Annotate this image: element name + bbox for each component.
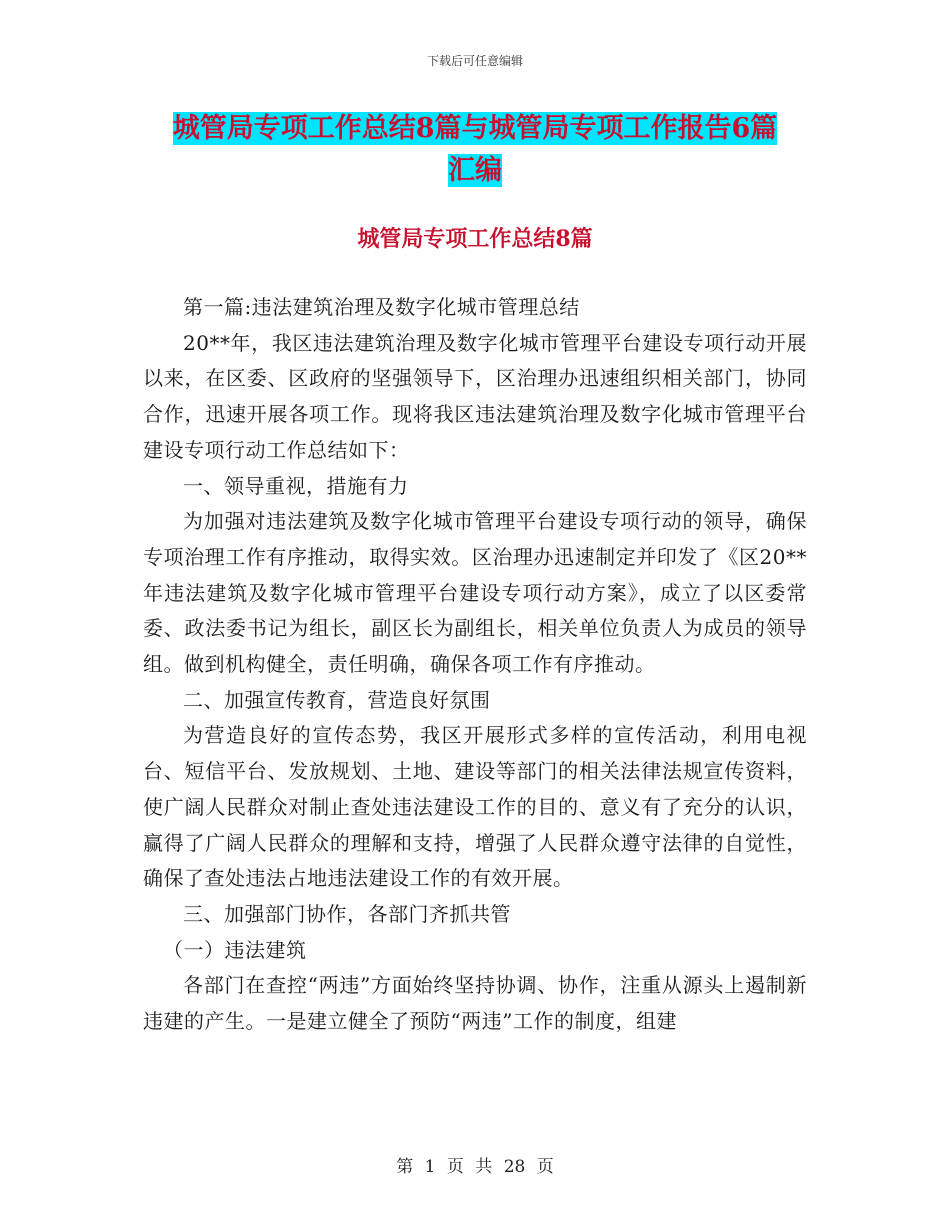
subsection-heading: 二、加强宣传教育，营造良好氛围 [183, 687, 491, 712]
paragraph: 为营造良好的宣传态势，我区开展形式多样的宣传活动，利用电视台、短信平台、发放规划、土地、建设等部门的相关法律法规宣传资料，使广阔人民群众对制止查处违法建设工作的目的、意义有了充分的认识，赢得了广阔人民群众的理解和支持，增强了人民群众遵守法律的自觉性，确保了查处违法占地违法建设工作的有效开展。 [143, 723, 807, 891]
section-title: 城管局专项工作总结8篇 [357, 226, 593, 252]
chapter-heading: 第一篇:违法建筑治理及数字化城市管理总结 [183, 295, 580, 319]
subsection-heading: 三、加强部门协作，各部门齐抓共管 [183, 901, 511, 926]
document-title-line-1: 城管局专项工作总结8篇与城管局专项工作报告6篇 [172, 113, 778, 144]
paragraph: 20**年，我区违法建筑治理及数字化城市管理平台建设专项行动开展以来，在区委、区政府的坚强领导下，区治理办迅速组织相关部门，协同合作，迅速开展各项工作。现将我区违法建筑治理及数字化城市管理平台建设专项行动工作总结如下： [143, 330, 807, 462]
document-title [143, 108, 807, 192]
page-number-footer: 第 1 页 共 28 页 [396, 1157, 554, 1177]
paragraph: 各部门在查控“两违”方面始终坚持协调、协作，注重从源头上遏制新违建的产生。一是建立健全了预防“两违”工作的制度，组建 [143, 973, 807, 1034]
document-title-line-2: 汇编 [448, 155, 502, 186]
document-body [143, 290, 807, 1040]
sub-item-heading: （一）违法建筑 [163, 937, 307, 962]
paragraph: 为加强对违法建筑及数字化城市管理平台建设专项行动的领导，确保专项治理工作有序推动，取得实效。区治理办迅速制定并印发了《区20**年违法建筑及数字化城市管理平台建设专项行动方案》，成立了以区委常委、政法委书记为组长，副区长为副组长，相关单位负责人为成员的领导组。做到机构健全，责任明确，确保各项工作有序推动。 [143, 509, 807, 677]
header-note: 下载后可任意编辑 [426, 54, 523, 68]
subsection-heading: 一、领导重视，措施有力 [183, 473, 409, 498]
